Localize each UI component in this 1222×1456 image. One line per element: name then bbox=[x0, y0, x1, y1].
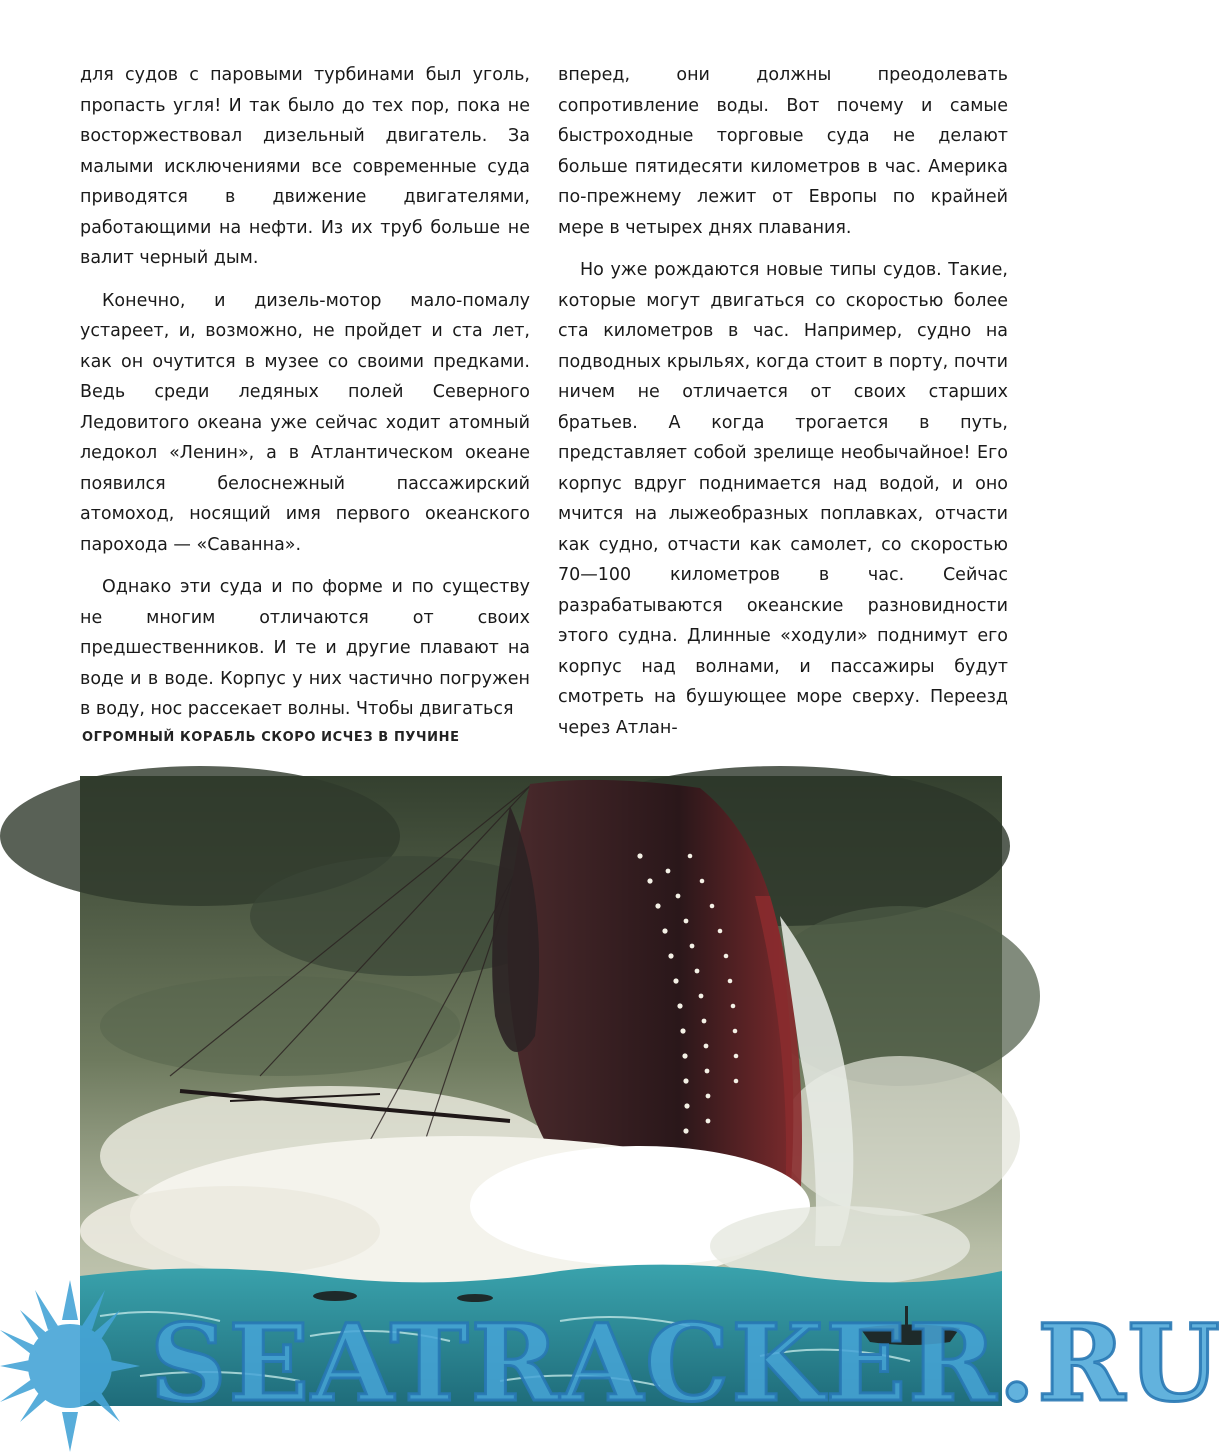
paragraph: для судов с паровыми турбинами был уголь, пропасть угля! И так было до тех пор, пока не восторжествовал дизельный двигатель. За малыми исключениями все современные суда приводятся в движение двигателями, работающими на нефти. Из их труб больше не валит черный дым. bbox=[80, 65, 530, 268]
paragraph: Но уже рождаются новые типы судов. Такие, которые могут двигаться со скоростью более ста километров в час. Например, судно на подводных крыльях, когда стоит в порту, почти ничем не отличается от своих старших братьев. А когда трогается в путь, представляет собой зрелище необычайное! Его корпус вдруг поднимается над водой, и оно мчится на лыжеобразных поплавках, отчасти как судно, отчасти как самолет, со скоростью 70—100 километров в час. Сейчас разрабатываются океанские разновидности этого судна. Длинные «ходули» поднимут его корпус над волнами, и пассажиры будут смотреть на бушующее море сверху. Переезд через Атлан- bbox=[558, 260, 1008, 738]
paragraph: Однако эти суда и по форме и по существу не многим отличаются от своих предшественников. И те и другие плавают на воде и в воде. Корпус у них частично погружен в воду, нос рассекает волны. Чтобы двигаться bbox=[80, 577, 530, 719]
left-text-column bbox=[80, 60, 530, 737]
paragraph: Конечно, и дизель-мотор мало-помалу устареет, и, возможно, не пройдет и ста лет, как он очутится в музее со своими предками. Ведь среди ледяных полей Северного Ледовитого океана уже сейчас ходит атомный ледокол «Ленин», а в Атлантическом океане появился белоснежный пассажирский атомоход, носящий имя первого океанского парохода — «Саванна». bbox=[80, 290, 530, 555]
watermark-text: SEATRACKER.RU bbox=[150, 1300, 1222, 1425]
paragraph: вперед, они должны преодолевать сопротивление воды. Вот почему и самые быстроходные торговые суда не делают больше пятидесяти километров в час. Америка по-прежнему лежит от Европы по крайней мере в четырех днях плавания. bbox=[558, 65, 1008, 238]
sinking-ship-illustration bbox=[80, 776, 1002, 1406]
illustration-caption: ОГРОМНЫЙ КОРАБЛЬ СКОРО ИСЧЕЗ В ПУЧИНЕ bbox=[82, 730, 460, 745]
right-text-column bbox=[558, 60, 1008, 755]
